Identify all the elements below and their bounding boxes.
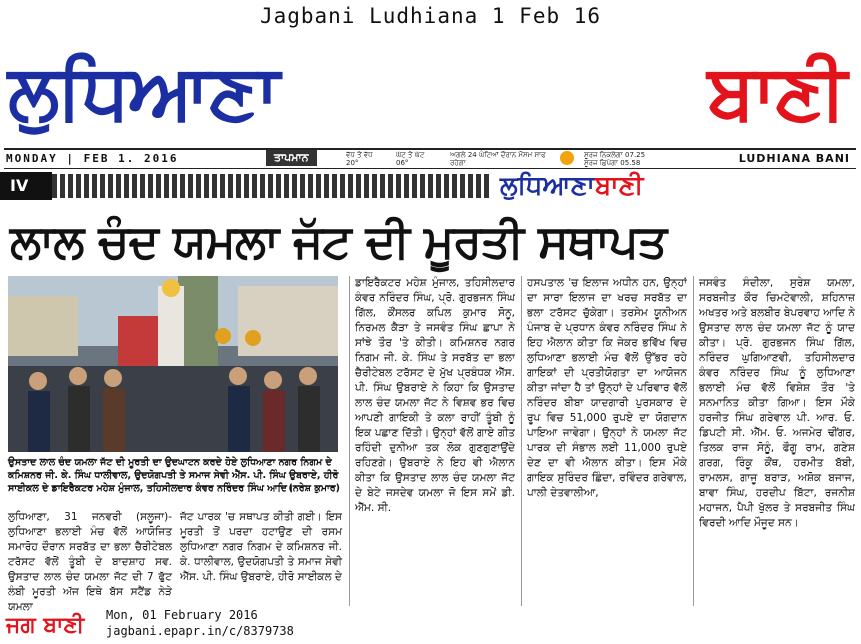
- article-text: ਹਸਪਤਾਲ 'ਚ ਇਲਾਜ ਅਧੀਨ ਹਨ, ਉਨ੍ਹਾਂ ਦਾ ਸਾਰਾ ਇਲਾਜ ਦਾ ਖਰਚ ਸਰਬੱਤ ਦਾ ਭਲਾ ਟਰੱਸਟ ਚੁੱਕੇਗਾ। ਤਰਸੇਮ ਯੂਨੀਅਨ ਪੰਜਾਬ ਦੇ ਪ੍ਰਧਾਨ ਕੰਵਰ ਨਰਿੰਦਰ ਸਿੰਘ ਨੇ ਇਹ ਐਲਾਨ ਕੀਤਾ ਕਿ ਜੇਕਰ ਭਵਿੱਖ ਵਿਚ ਲੁਧਿਆਣਾ ਭਲਾਈ ਮੰਚ ਵੱਲੋਂ ਉੱਭਰ ਰਹੇ ਗਾਇਕਾਂ ਦੀ ਪ੍ਰਤੀਯੋਗਤਾ ਦਾ ਆਯੋਜਨ ਕੀਤਾ ਜਾਂਦਾ ਹੈ ਤਾਂ ਉਨ੍ਹਾਂ ਦੇ ਪਰਿਵਾਰ ਵੱਲੋਂ ਨਰਿੰਦਰ ਬੀਬਾ ਯਾਦਗਾਰੀ ਪੁਰਸਕਾਰ ਦੇ ਰੂਪ ਵਿਚ 51,000 ਰੁਪਏ ਦਾ ਯੋਗਦਾਨ ਪਾਇਆ ਜਾਵੇਗਾ। ਉਨ੍ਹਾਂ ਨੇ ਯਮਲਾ ਜੱਟ ਪਾਰਕ ਦੀ ਸੰਭਾਲ ਲਈ 11,000 ਰੁਪਏ ਦੇਣ ਦਾ ਵੀ ਐਲਾਨ ਕੀਤਾ। ਇਸ ਮੌਕੇ ਗਾਇਕ ਸੁਰਿੰਦਰ ਛਿੰਦਾ, ਰਵਿੰਦਰ ਗਰੇਵਾਲ, ਪਾਲੀ ਦੇਤਵਾਲੀਆ,: [527, 277, 687, 499]
- brand-label: LUDHIANA BANI: [738, 152, 850, 165]
- column-divider: [693, 276, 694, 606]
- min-temp: ਘੱਟ ਤੋਂ ਘੱਟ 06°: [396, 151, 425, 167]
- date-label: MONDAY | FEB 1. 2016: [6, 152, 179, 165]
- column-divider: [521, 276, 522, 606]
- footer-logo: ਜਗ ਬਾਣੀ: [6, 613, 85, 638]
- article-column-1: [8, 510, 172, 617]
- max-temp: ਵੱਧ ਤੋਂ ਵੱਧ 20°: [346, 151, 373, 167]
- section-logo: [500, 172, 850, 200]
- masthead-title-right: ਬਾਣੀ: [707, 47, 845, 136]
- headline: ਲਾਲ ਚੰਦ ਯਮਲਾ ਜੱਟ ਦੀ ਮੂਰਤੀ ਸਥਾਪਤ: [10, 214, 667, 268]
- article-text: ਡਾਇਰੈਕਟਰ ਮਹੇਸ਼ ਮੁੰਜਾਲ, ਤਹਿਸੀਲਦਾਰ ਕੰਵਰ ਨਰਿੰਦਰ ਸਿੰਘ, ਪ੍ਰੋ. ਗੁਰਭਜਨ ਸਿੰਘ ਗਿੱਲ, ਕੌਂਸਲਰ ਕਪਿਲ ਕੁਮਾਰ ਸੋਨੂ, ਨਿਰਮਲ ਕੈੜਾ ਤੇ ਜਸਵੰਤ ਸਿੰਘ ਛਾਪਾ ਨੇ ਸਾਂਝੇ ਤੌਰ 'ਤੇ ਕੀਤੀ। ਕਮਿਸ਼ਨਰ ਨਗਰ ਨਿਗਮ ਜੀ. ਕੇ. ਸਿੰਘ ਤੇ ਸਰਬੱਤ ਦਾ ਭਲਾ ਚੈਰੀਟੇਬਲ ਟਰੱਸਟ ਦੇ ਮੁੱਖ ਪ੍ਰਬੰਧਕ ਐੱਸ. ਪੀ. ਸਿੰਘ ਉਬਰਾਏ ਨੇ ਕਿਹਾ ਕਿ ਉਸਤਾਦ ਲਾਲ ਚੰਦ ਯਮਲਾ ਜੱਟ ਨੇ ਵਿਸ਼ਵ ਭਰ ਵਿਚ ਆਪਣੀ ਗਾਇਕੀ ਤੇ ਕਲਾ ਰਾਹੀਂ ਤੂੰਬੀ ਨੂੰ ਇਕ ਪਛਾਣ ਦਿੱਤੀ। ਉਨ੍ਹਾਂ ਵੱਲੋਂ ਗਾਏ ਗੀਤ ਰਹਿੰਦੀ ਦੁਨੀਆ ਤਕ ਲੋਕ ਗੁਣਗੁਣਾਉਂਦੇ ਰਹਿਣਗੇ। ਉਬਰਾਏ ਨੇ ਇਹ ਵੀ ਐਲਾਨ ਕੀਤਾ ਕਿ ਉਸਤਾਦ ਲਾਲ ਚੰਦ ਯਮਲਾ ਜੱਟ ਦੇ ਬੇਟੇ ਜਸਦੇਵ ਯਮਲਾ ਜੋ ਇਸ ਸਮੇਂ ਡੀ. ਐੱਮ. ਸੀ.: [355, 277, 515, 514]
- section-stripe: [52, 174, 492, 198]
- dateline: [4, 148, 856, 169]
- masthead-title-left: ਲੁਧਿਆਣਾ: [8, 47, 278, 136]
- section-logo-left: ਲੁਧਿਆਣਾ: [500, 171, 595, 201]
- footer-url[interactable]: jagbani.epapr.in/c/8379738: [106, 624, 294, 638]
- article-text: ਜਸਵੰਤ ਸੰਦੀਲਾ, ਸੁਰੇਸ਼ ਯਮਲਾ, ਸਰਬਜੀਤ ਕੌਰ ਚਿਮਟੇਵਾਲੀ, ਸ਼ਹਿਨਾਜ਼ ਅਖਤਰ ਅਤੇ ਬਲਬੀਰ ਬੇਪਰਵਾਹ ਆਦਿ ਨੇ ਉਸਤਾਦ ਲਾਲ ਚੰਦ ਯਮਲਾ ਜੱਟ ਨੂੰ ਯਾਦ ਕੀਤਾ। ਪ੍ਰੋ. ਗੁਰਭਜਨ ਸਿੰਘ ਗਿੱਲ, ਨਰਿੰਦਰ ਘੁਗਿਆਣਵੀ, ਤਹਿਸੀਲਦਾਰ ਕੰਵਰ ਨਰਿੰਦਰ ਸਿੰਘ ਨੂੰ ਲੁਧਿਆਣਾ ਭਲਾਈ ਮੰਚ ਵੱਲੋਂ ਵਿਸ਼ੇਸ਼ ਤੌਰ 'ਤੇ ਸਨਮਾਨਿਤ ਕੀਤਾ ਗਿਆ। ਇਸ ਮੌਕੇ ਹਰਜੀਤ ਸਿੰਘ ਗਰੇਵਾਲ ਪੀ. ਆਰ. ਓ. ਡਿਪਟੀ ਸੀ. ਐੱਮ. ਓ. ਅਜਮੇਰ ਢੀਂਗਰ, ਤਿਲਕ ਰਾਜ ਸੋਨੂੰ, ਫੌਗੂ ਰਾਮ, ਗਣੇਸ਼ ਗਰਗ, ਰਿੰਕੂ ਕੌਂਥ, ਹਰਮੀਤ ਬੱਬੀ, ਰਾਮਲਸ, ਗਾਜੂ ਬਰਾੜ, ਅਸ਼ੋਕ ਬਜਾਜ, ਬਾਵਾ ਸਿੰਘ, ਹਰਦੀਪ ਬਿੱਟਾ, ਰਜਨੀਸ਼ ਮਹਾਜਨ, ਪੈਪੀ ਖੁੱਲਰ ਤੇ ਸਰਬਜੀਤ ਸਿੰਘ ਵਿਰਦੀ ਆਦਿ ਮੌਜੂਦ ਸਨ।: [699, 277, 855, 529]
- sun-icon: [560, 151, 574, 165]
- news-photo: [8, 276, 338, 452]
- page-number: IV: [0, 172, 52, 200]
- article-column-3: [355, 276, 515, 604]
- section-bar: [0, 172, 861, 202]
- clip-header: Jagbani Ludhiana 1 Feb 16: [259, 4, 602, 28]
- article-text: ਜੱਟ ਪਾਰਕ 'ਚ ਸਥਾਪਤ ਕੀਤੀ ਗਈ। ਇਸ ਮੂਰਤੀ ਤੋਂ ਪਰਦਾ ਹਟਾਉਣ ਦੀ ਰਸਮ ਲੁਧਿਆਣਾ ਨਗਰ ਨਿਗਮ ਦੇ ਕਮਿਸ਼ਨਰ ਜੀ. ਕੇ. ਧਾਲੀਵਾਲ, ਉਦਯੋਗਪਤੀ ਤੇ ਸਮਾਜ ਸੇਵੀ ਐੱਸ. ਪੀ. ਸਿੰਘ ਉਬਰਾਏ, ਹੀਰੋ ਸਾਈਕਲ ਦੇ: [180, 511, 342, 583]
- photo-scene: [8, 276, 338, 452]
- photo-caption-text: ਉਸਤਾਦ ਲਾਲ ਚੰਦ ਯਮਲਾ ਜੱਟ ਦੀ ਮੂਰਤੀ ਦਾ ਉਦਘਾਟਨ ਕਰਦੇ ਹੋਏ ਲੁਧਿਆਣਾ ਨਗਰ ਨਿਗਮ ਦੇ ਕਮਿਸ਼ਨਰ ਜੀ. ਕੇ. ਸਿੰਘ ਧਾਲੀਵਾਲ, ਉਦਯੋਗਪਤੀ ਤੇ ਸਮਾਜ ਸੇਵੀ ਐੱਸ. ਪੀ. ਸਿੰਘ ਉਬਰਾਏ, ਹੀਰੋ ਸਾਈਕਲ ਦੇ ਡਾਇਰੈਕਟਰ ਮਹੇਸ਼ ਮੁੰਜਾਲ, ਤਹਿਸੀਲਦਾਰ ਕੰਵਰ ਨਰਿੰਦਰ ਸਿੰਘ ਆਦਿ।: [8, 457, 339, 494]
- section-logo-right: ਬਾਣੀ: [594, 171, 644, 201]
- masthead: [8, 42, 853, 150]
- sunrise: ਸੂਰਜ ਨਿਕਲੇਗਾ 07.25: [584, 151, 646, 159]
- weather-note: ਅਗਲੇ 24 ਘੰਟਿਆਂ ਦੌਰਾਨ ਮੌਸਮ ਸਾਫ ਰਹੇਗਾ: [450, 151, 546, 167]
- photo-caption: [8, 456, 340, 495]
- column-divider: [349, 276, 350, 606]
- sunset: ਸੂਰਜ ਛਿਪੇਗਾ 05.58: [584, 159, 641, 167]
- article-column-4: [527, 276, 687, 604]
- footer-date: Mon, 01 February 2016: [106, 608, 258, 622]
- photo-credit: (ਨਰੇਸ਼ ਕੁਮਾਰ): [288, 483, 340, 494]
- article-column-2: [180, 510, 342, 587]
- article-column-5: [699, 276, 855, 604]
- article-text: ਲੁਧਿਆਣਾ, 31 ਜਨਵਰੀ (ਸਲੂਜਾ)- ਲੁਧਿਆਣਾ ਭਲਾਈ ਮੰਚ ਵੱਲੋਂ ਆਯੋਜਿਤ ਸਮਾਰੋਹ ਦੌਰਾਨ ਸਰਬੱਤ ਦਾ ਭਲਾ ਚੈਰੀਟੇਬਲ ਟਰੱਸਟ ਵੱਲੋਂ ਤੂੰਬੀ ਦੇ ਬਾਦਸ਼ਾਹ ਸਵ. ਉਸਤਾਦ ਲਾਲ ਚੰਦ ਯਮਲਾ ਜੱਟ ਦੀ 7 ਫੁੱਟ ਲੰਬੀ ਮੂਰਤੀ ਅੱਜ ਇਥੇ ਬੱਸ ਸਟੈਂਡ ਨੇੜੇ ਯਮਲਾ: [8, 511, 172, 613]
- temperature-label: ਤਾਪਮਾਨ: [266, 150, 317, 166]
